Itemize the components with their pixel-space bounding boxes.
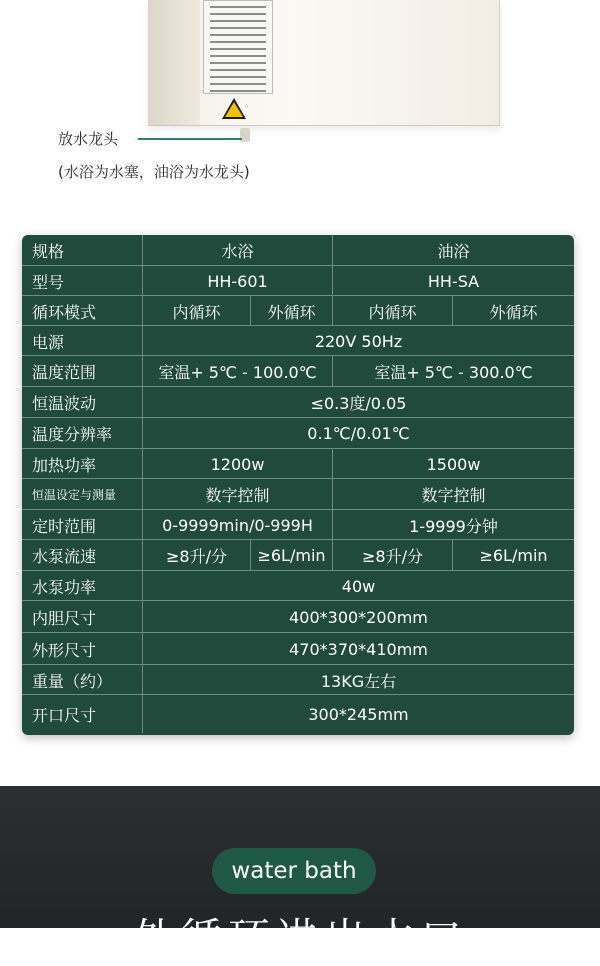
row-value: 0-9999min/0-999H [142,510,332,540]
row-label: 水泵流速 [32,547,97,566]
row-label: 重量（约） [32,671,113,691]
row-value: 油浴 [332,235,574,265]
row-label: 定时范围 [32,516,97,536]
row-label: 规格 [32,241,65,261]
row-label: 恒温波动 [32,394,97,413]
callout-title: 放水龙头 [58,130,119,148]
row-value: 室温+ 5℃ - 100.0℃ [142,356,332,387]
row-label: 内胆尺寸 [32,608,97,628]
row-value: ≥8升/分 [142,540,250,571]
table-row [22,539,574,571]
row-label: 温度范围 [32,363,97,382]
water-bath-badge: water bath [212,848,376,894]
table-row [22,448,574,479]
product-photo [0,0,600,200]
spec-table [22,235,574,735]
table-row [22,386,574,418]
row-value: 内循环 [142,296,250,326]
water-bath-cabinet [148,0,500,126]
table-row [22,509,574,540]
table-row [22,265,574,296]
row-label: 加热功率 [32,455,97,475]
row-value: ≥6L/min [250,540,332,571]
table-row [22,417,574,449]
row-label: 电源 [32,332,65,352]
row-value: 数字控制 [142,479,332,510]
row-value: 1500w [332,449,574,479]
row-value: ≥6L/min [452,540,574,571]
row-label: 温度分辨率 [32,425,113,444]
row-label: 水泵功率 [32,577,97,597]
row-value: 400*300*200mm [142,601,574,633]
row-value: 外循环 [250,296,332,326]
row-label: 恒温设定与测量 [32,488,117,502]
table-row [22,235,574,265]
row-label: 循环模式 [32,302,97,322]
spec-sticker [203,0,273,94]
callout-line [138,138,242,140]
row-value: 外循环 [452,296,574,326]
row-value: 1200w [142,449,332,479]
table-row [22,632,574,665]
table-row [22,295,574,326]
table-row [22,325,574,356]
row-value: 470*370*410mm [142,633,574,665]
table-row [22,600,574,633]
row-value: 数字控制 [332,479,574,510]
table-row [22,570,574,601]
cabinet-side-panel [148,0,200,125]
row-value: ≥8升/分 [332,540,452,571]
footer-banner [0,786,600,963]
table-row [22,355,574,387]
row-value: 300*245mm [142,695,574,733]
row-value: 13KG左右 [142,665,574,695]
table-row [22,664,574,695]
row-value: 40w [142,571,574,601]
table-row [22,694,574,733]
row-value: 1-9999分钟 [332,510,574,540]
row-value: 0.1℃/0.01℃ [142,418,574,449]
row-value: 内循环 [332,296,452,326]
row-value: ≤0.3度/0.05 [142,387,574,418]
hot-surface-warning-icon [222,98,246,119]
row-label: 型号 [32,272,65,292]
row-value: 220V 50Hz [142,326,574,356]
row-label: 外形尺寸 [32,640,97,660]
row-label: 开口尺寸 [32,705,97,725]
row-value: HH-SA [332,266,574,296]
row-value: 室温+ 5℃ - 300.0℃ [332,356,574,387]
callout-subtitle: (水浴为水塞，油浴为水龙头) [58,163,250,181]
table-row [22,478,574,510]
section-heading: 外循环进出水口 [131,914,468,963]
row-value: HH-601 [142,266,332,296]
row-value: 水浴 [142,235,332,265]
